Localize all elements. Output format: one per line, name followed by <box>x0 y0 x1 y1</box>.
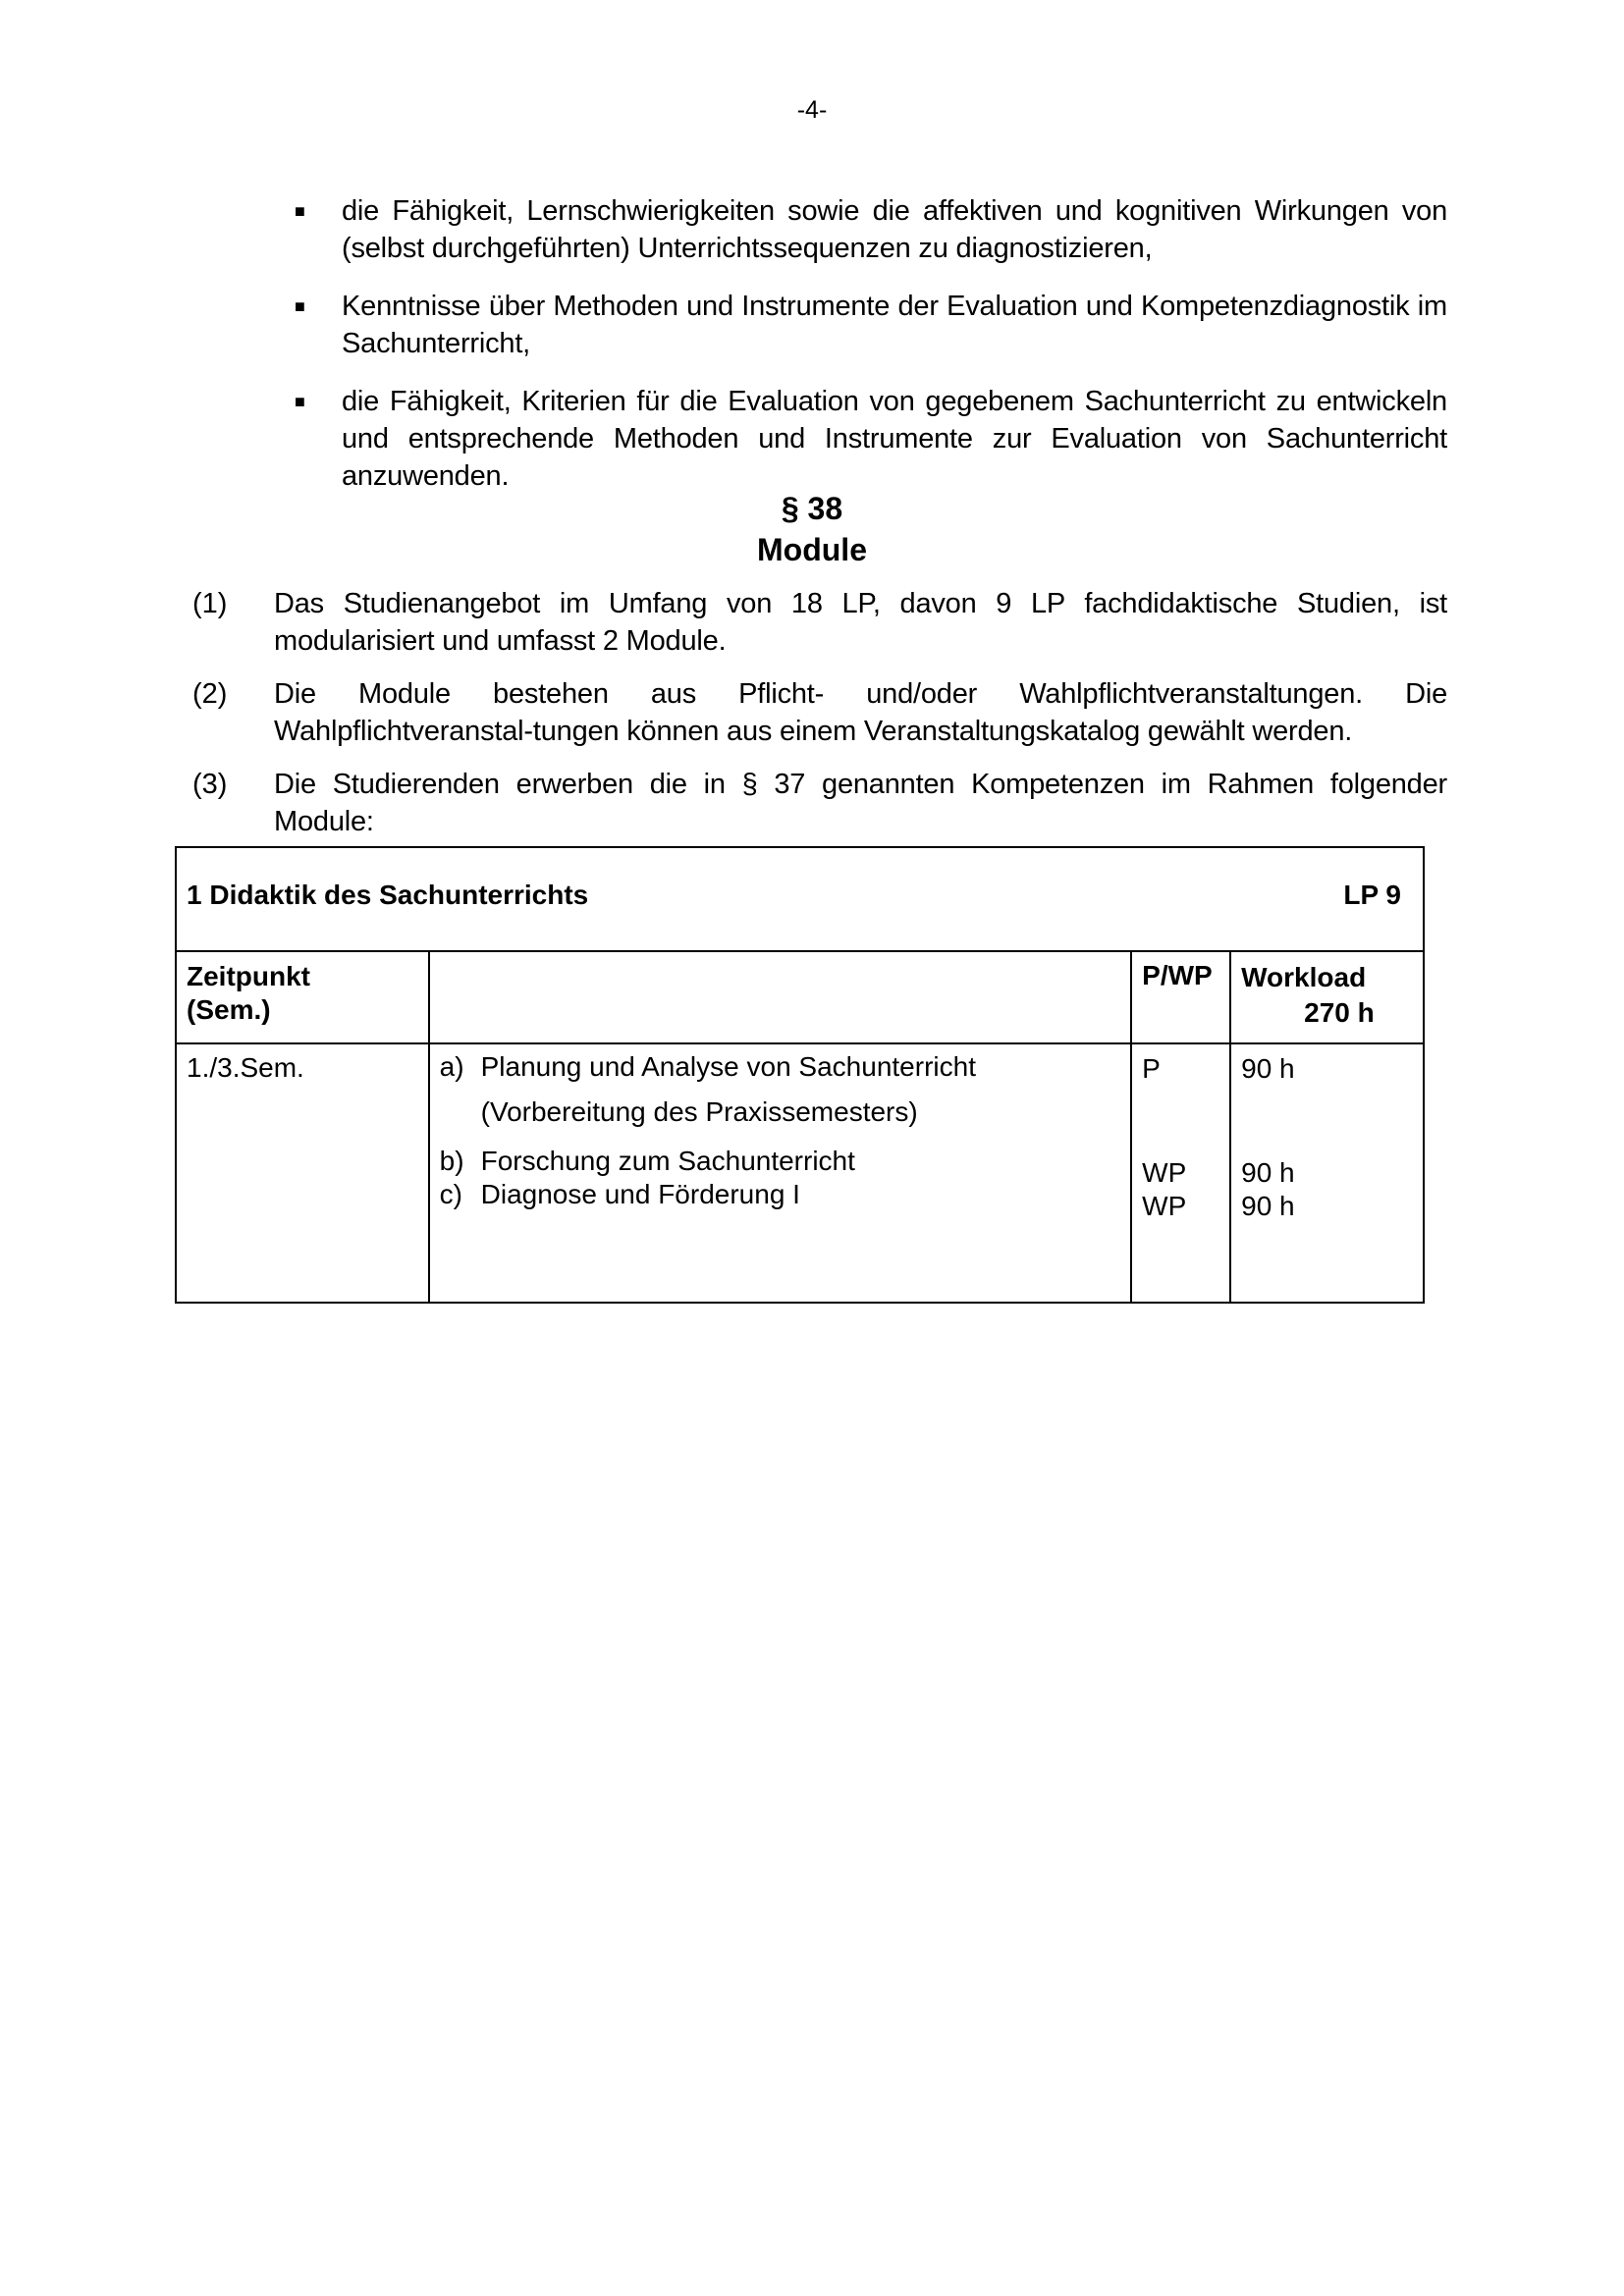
course-item <box>430 1178 1131 1211</box>
pwp-value: P <box>1142 1053 1161 1084</box>
course-label: b) <box>439 1146 464 1176</box>
header-workload-label: Workload <box>1241 962 1367 992</box>
square-bullet-icon: ■ <box>295 201 305 221</box>
header-row <box>176 951 1424 1043</box>
module-table <box>175 846 1425 1304</box>
header-blank <box>429 951 1132 1043</box>
list-item <box>289 192 1447 267</box>
cell-workload <box>1230 1043 1424 1303</box>
list-item-text: Kenntnisse über Methoden und Instrumente der Evaluation und Kompetenzdiagnostik im Sachunterricht, <box>342 291 1447 359</box>
square-bullet-icon: ■ <box>295 392 305 411</box>
pwp-value: WP <box>1142 1191 1187 1221</box>
paragraph <box>192 585 1447 660</box>
module-title: 1 Didaktik des Sachunterrichts <box>187 880 589 910</box>
paragraph <box>192 675 1447 750</box>
section-heading <box>0 488 1624 570</box>
header-sem-label: (Sem.) <box>187 994 271 1025</box>
cell-zeitpunkt: 1./3.Sem. <box>176 1043 429 1303</box>
pwp-value: WP <box>1142 1157 1187 1188</box>
square-bullet-icon: ■ <box>295 296 305 316</box>
header-zeitpunkt <box>176 951 429 1043</box>
module-title-row <box>176 847 1424 951</box>
module-lp: LP 9 <box>1343 880 1401 910</box>
paragraph-number: (2) <box>192 678 228 710</box>
workload-total: 270 h <box>1304 997 1375 1028</box>
workload-value: 90 h <box>1241 1157 1295 1188</box>
course-title: Planung und Analyse von Sachunterricht <box>480 1051 976 1082</box>
course-label: a) <box>439 1051 464 1082</box>
header-zeitpunkt-label: Zeitpunkt <box>187 961 310 991</box>
section-title: Module <box>757 532 867 567</box>
header-workload <box>1230 951 1424 1043</box>
paragraph-text: Die Studierenden erwerben die in § 37 genannten Kompetenzen im Rahmen folgender Module: <box>274 769 1447 837</box>
workload-value: 90 h <box>1241 1191 1295 1221</box>
course-title: Forschung zum Sachunterricht <box>480 1146 855 1176</box>
list-item-text: die Fähigkeit, Lernschwierigkeiten sowie die affektiven und kognitiven Wirkungen von (selbst durchgeführten) Unterrichtssequenzen zu diagnostizieren, <box>342 195 1447 264</box>
table-row <box>176 1043 1424 1303</box>
workload-value: 90 h <box>1241 1053 1295 1084</box>
course-item <box>430 1050 1131 1084</box>
list-item <box>289 383 1447 495</box>
competence-list <box>289 192 1447 515</box>
paragraph-number: (3) <box>192 769 228 800</box>
cell-courses <box>429 1043 1132 1303</box>
course-subtitle: (Vorbereitung des Praxissemesters) <box>480 1096 918 1127</box>
paragraph <box>192 766 1447 840</box>
list-item <box>289 288 1447 362</box>
course-item <box>430 1145 1131 1178</box>
list-item-text: die Fähigkeit, Kriterien für die Evaluation von gegebenem Sachunterricht zu entwickeln und entsprechende Methoden und Instrumente zur Evaluation von Sachunterricht anzuwenden. <box>342 386 1447 492</box>
numbered-paragraphs <box>192 585 1447 856</box>
paragraph-text: Das Studienangebot im Umfang von 18 LP, davon 9 LP fachdidaktische Studien, ist modularisiert und umfasst 2 Module. <box>274 588 1447 657</box>
course-label: c) <box>439 1179 462 1209</box>
course-item-continuation <box>430 1095 1131 1129</box>
paragraph-number: (1) <box>192 588 228 619</box>
paragraph-text: Die Module bestehen aus Pflicht- und/oder Wahlpflichtveranstaltungen. Die Wahlpflichtveranstal-tungen können aus einem Veranstaltungskatalog gewählt werden. <box>274 678 1447 747</box>
cell-pwp <box>1131 1043 1230 1303</box>
section-number: § 38 <box>781 491 843 526</box>
page-number: -4- <box>796 96 828 124</box>
header-pwp: P/WP <box>1131 951 1230 1043</box>
course-title: Diagnose und Förderung I <box>480 1179 800 1209</box>
